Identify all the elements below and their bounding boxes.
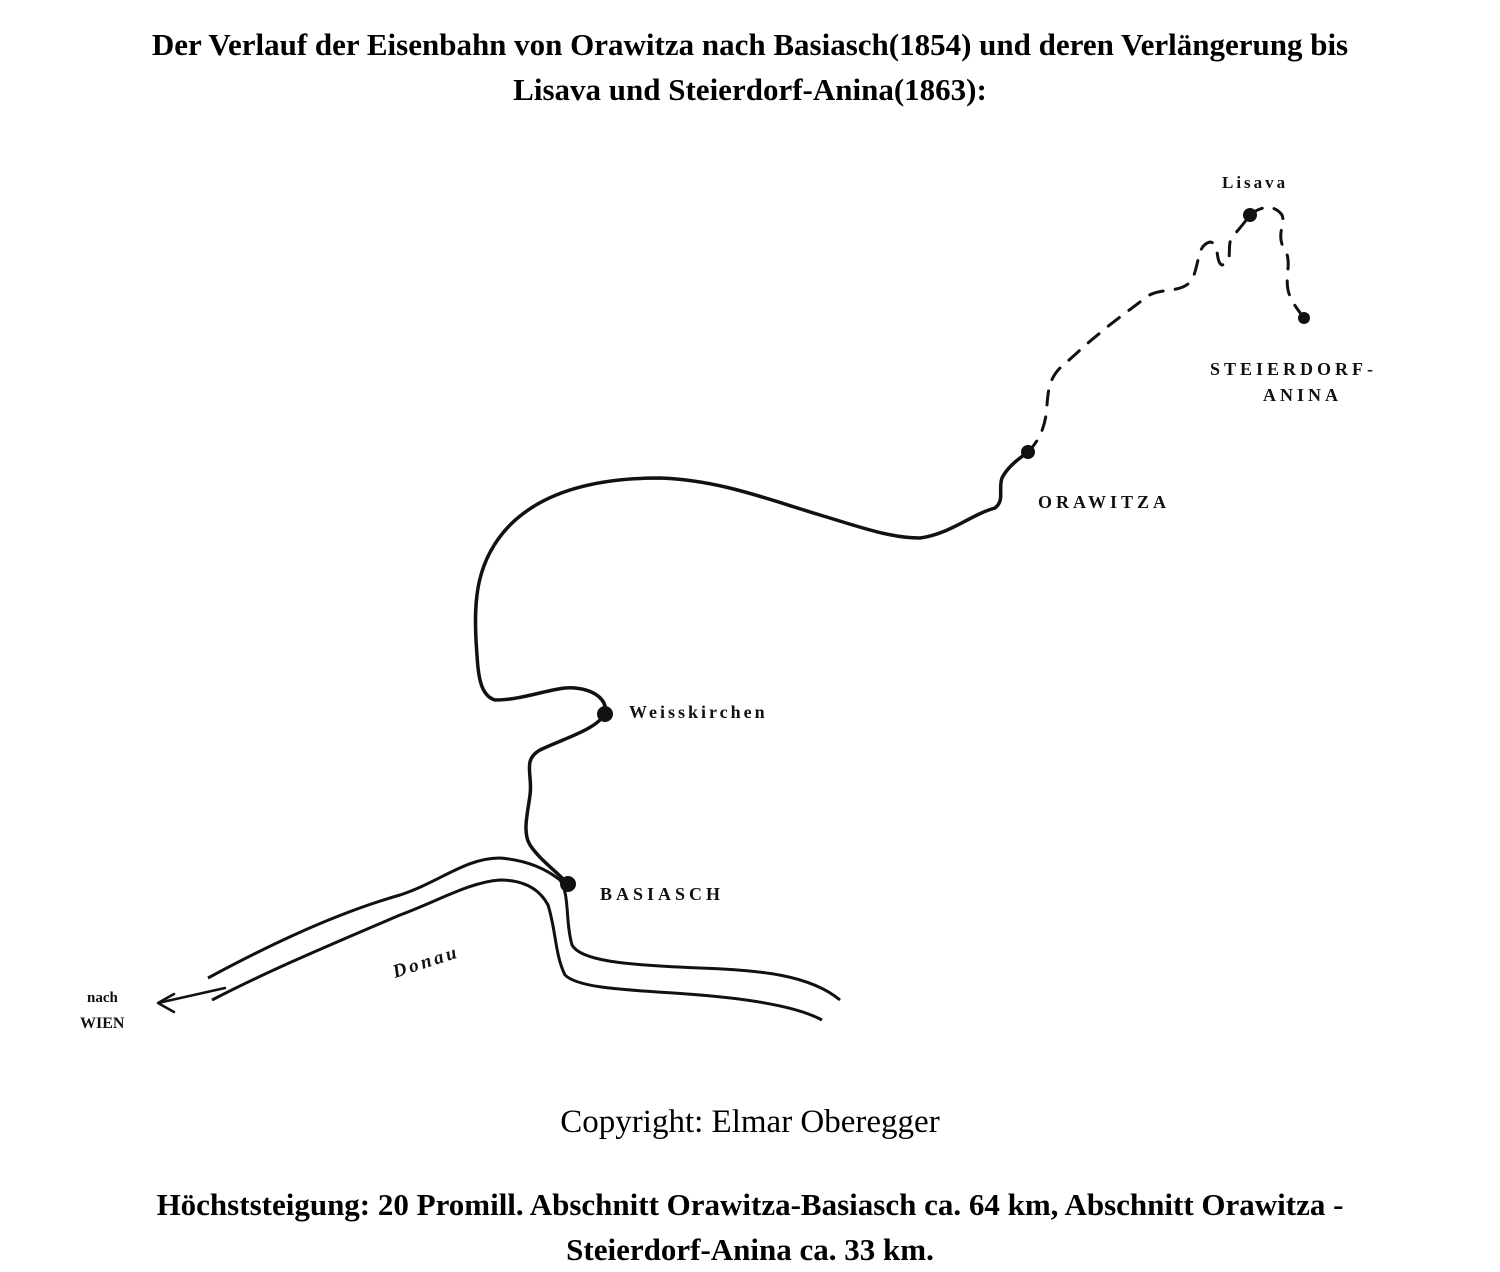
label-orawitza: ORAWITZA <box>1038 492 1171 512</box>
station-dot-orawitza <box>1021 445 1035 459</box>
station-dot-steierdorf-anina <box>1298 312 1310 324</box>
railway-line-1863-branch <box>1250 208 1304 319</box>
station-dot-lisava <box>1243 208 1257 222</box>
danube-river-north-bank <box>208 858 840 1000</box>
footer-line-1: Höchststeigung: 20 Promill. Abschnitt Orawitza-Basiasch ca. 64 km, Abschnitt Orawitza - <box>156 1187 1344 1222</box>
railway-line-1863 <box>1028 215 1250 452</box>
danube-river-south-bank <box>212 880 822 1020</box>
label-donau: Donau <box>390 941 463 983</box>
label-weisskirchen: Weisskirchen <box>629 702 768 722</box>
label-lisava: Lisava <box>1222 173 1289 192</box>
label-steierdorf-anina-line-1: STEIERDORF- <box>1210 359 1378 379</box>
footer-note <box>40 1182 1460 1272</box>
title-line-2: Lisava und Steierdorf-Anina(1863): <box>513 72 987 107</box>
label-wien: WIEN <box>80 1015 125 1032</box>
footer-line-2: Steierdorf-Anina ca. 33 km. <box>566 1232 934 1267</box>
station-dot-basiasch <box>560 876 576 892</box>
label-steierdorf-anina-line-2: ANINA <box>1263 385 1343 405</box>
title-line-1: Der Verlauf der Eisenbahn von Orawitza nach Basiasch(1854) und deren Verlängerung bis <box>151 27 1349 62</box>
railway-line-1854 <box>475 452 1028 884</box>
label-basiasch: BASIASCH <box>600 884 725 904</box>
label-nach: nach <box>87 990 118 1006</box>
copyright-notice: Copyright: Elmar Oberegger <box>560 1104 940 1140</box>
station-dot-weisskirchen <box>597 706 613 722</box>
